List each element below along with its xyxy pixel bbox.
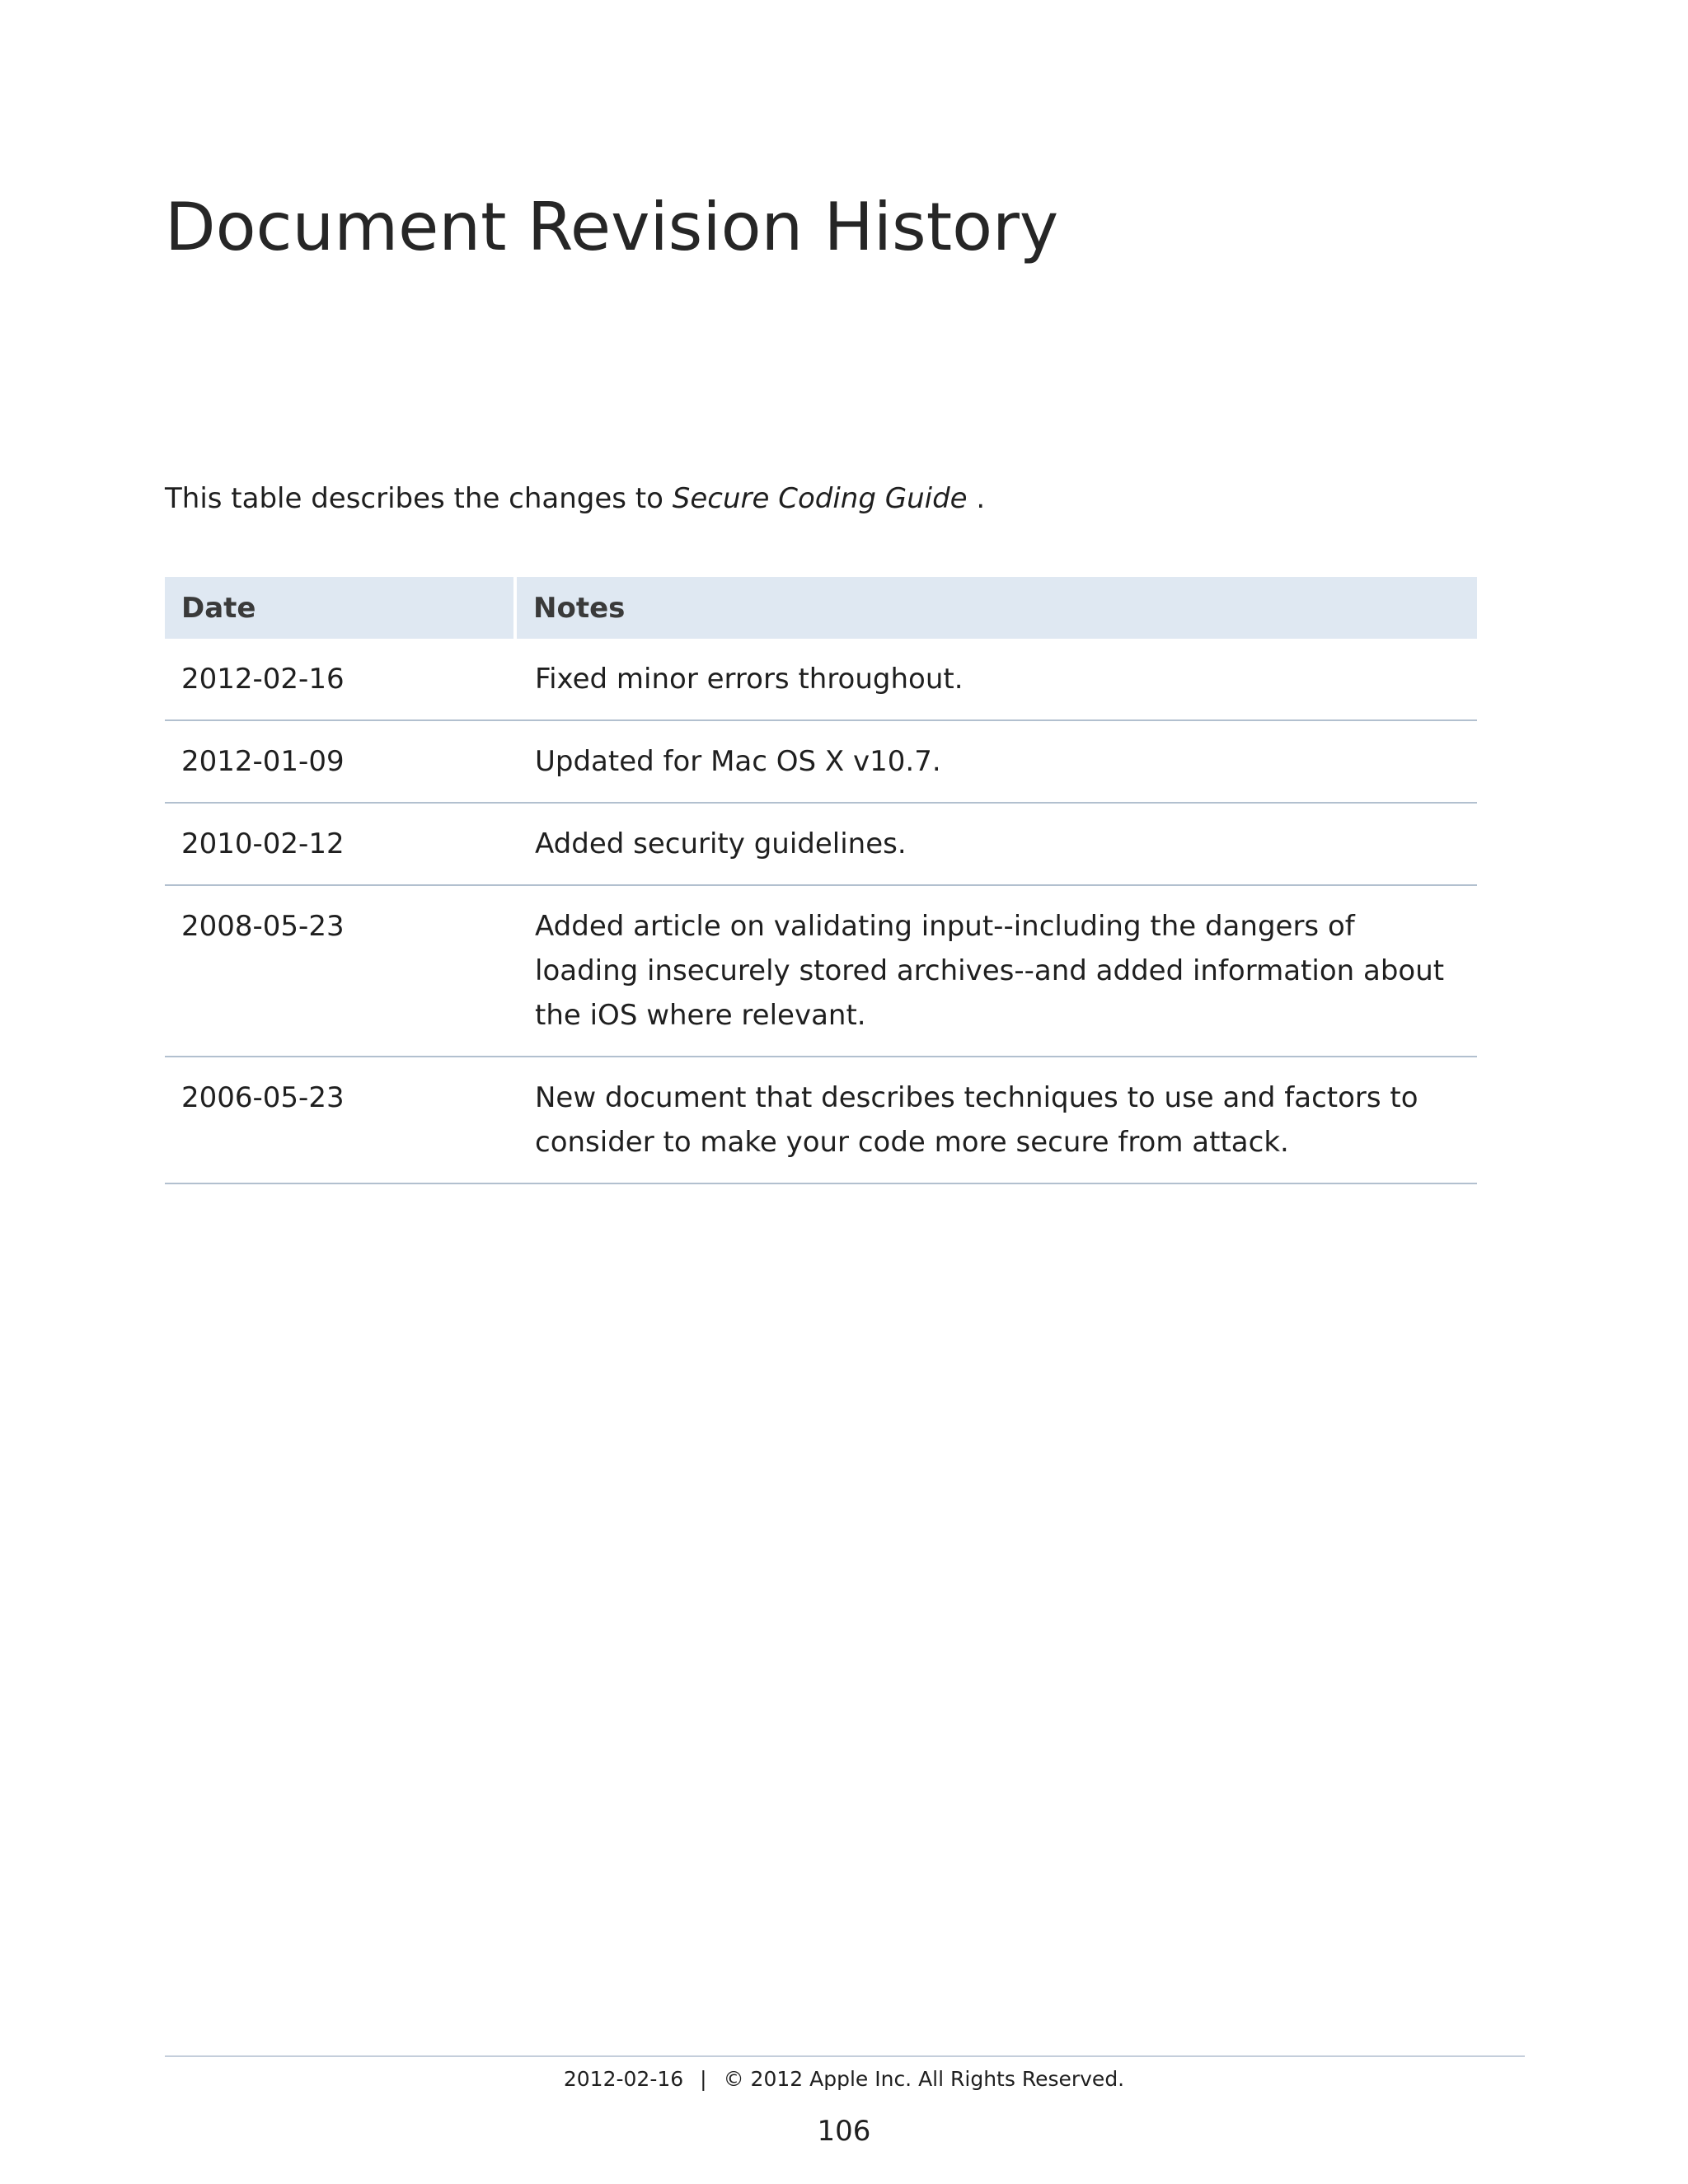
intro-paragraph xyxy=(165,480,985,517)
document-name: Secure Coding Guide xyxy=(672,482,968,515)
revision-date: 2006-05-23 xyxy=(165,1057,515,1183)
footer-separator: | xyxy=(700,2067,707,2091)
footer-copyright: © 2012 Apple Inc. All Rights Reserved. xyxy=(723,2067,1125,2091)
column-header-notes: Notes xyxy=(515,577,1477,639)
table-row xyxy=(165,803,1477,885)
page-title: Document Revision History xyxy=(165,189,1059,265)
revision-notes: New document that describes techniques to use and factors to consider to make your code more secure from attack. xyxy=(515,1057,1477,1183)
revision-date: 2008-05-23 xyxy=(165,885,515,1057)
column-header-date: Date xyxy=(165,577,515,639)
revision-history-table xyxy=(165,577,1477,1184)
revision-notes: Updated for Mac OS X v10.7. xyxy=(515,720,1477,803)
table-row xyxy=(165,720,1477,803)
table-header-row xyxy=(165,577,1477,639)
footer-divider xyxy=(165,2055,1525,2057)
revision-notes: Added article on validating input--including the dangers of loading insecurely stored archives--and added information about the iOS where relevant. xyxy=(515,885,1477,1057)
page-number: 106 xyxy=(817,2115,871,2148)
table-row xyxy=(165,639,1477,720)
footer xyxy=(0,2067,1688,2091)
table-row xyxy=(165,885,1477,1057)
intro-prefix: This table describes the changes to xyxy=(165,482,673,515)
footer-date: 2012-02-16 xyxy=(563,2067,684,2091)
revision-date: 2012-02-16 xyxy=(165,639,515,720)
table-row xyxy=(165,1057,1477,1183)
revision-date: 2010-02-12 xyxy=(165,803,515,885)
revision-notes: Added security guidelines. xyxy=(515,803,1477,885)
revision-date: 2012-01-09 xyxy=(165,720,515,803)
intro-suffix: . xyxy=(967,482,986,515)
revision-notes: Fixed minor errors throughout. xyxy=(515,639,1477,720)
